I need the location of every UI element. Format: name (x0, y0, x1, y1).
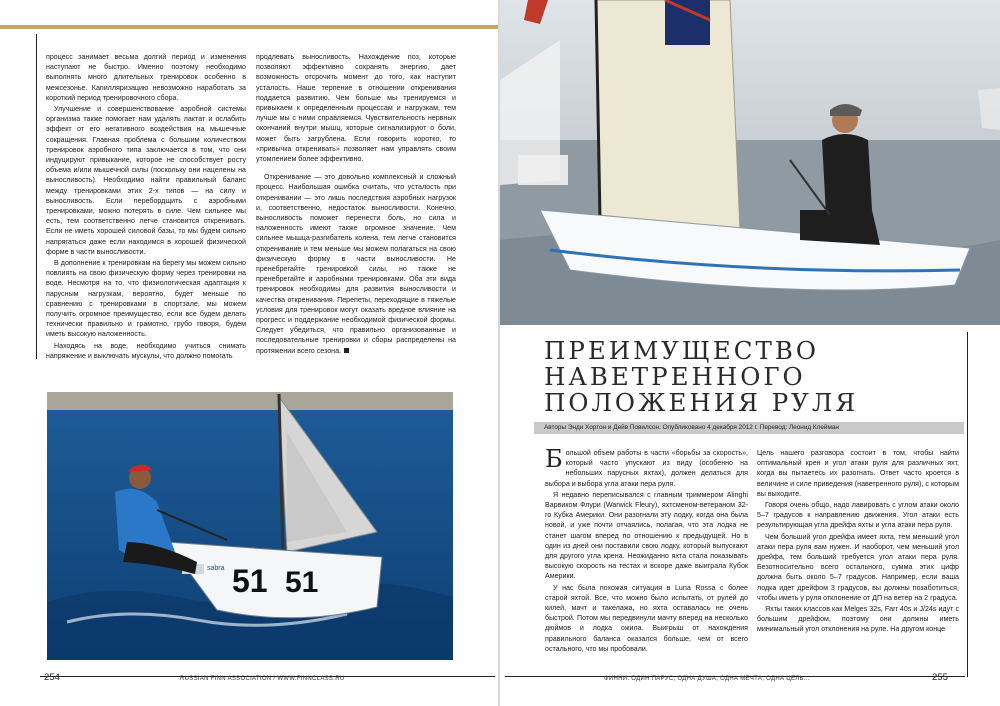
paragraph: Я недавно переписывался с главным триммером Alinghi Варвиком Флури (Warwick Fleury), яхтсменом-ветераном 32-го Кубка Америки. Они разогнали эту лодку, когда она была новой, и уже почти отчаялись, полагая, что эта лодка не станет шагом вперед по отношению к предыдущей. Но в один из дней они поставили свою лодку, который выпускают для другого угла крена. Неожиданно яхта стала показывать высокую скорость на тестах и вскоре даже выиграла Кубок Америки. (545, 490, 748, 581)
page-number-left: 254 (44, 672, 60, 683)
left-margin-rule (36, 34, 37, 359)
paragraph: Чем больший угол дрейфа имеет яхта, тем меньший угол атаки пера руля вам нужен. И наоборот, чем меньший угол дрейфа, тем больший требуется угол атаки пера руля. Безотносительно всего остального, сумма этих цифр должна быть около 5–7 градусов. Например, если ваша лодка идет дрейфом 3 градусов, вы должны позаботиться, чтобы иметь у руля отклонение от ДП на ветер на 2 градуса. (757, 532, 959, 602)
finn-dinghy-image-2 (500, 0, 1000, 325)
left-page (0, 0, 498, 706)
paragraph: Улучшение и совершенствование аэробной системы организма также помогает нам удалять лактат и ослабить эффект от его негативного воздействия на мышечные сокращения. Главная проблема с большим количеством тренировок аэробного типа заключается в том, что они индуцируют привыкание, которое не способствует росту объема и/или мышечной силы (поскольку они нацелены на выносливость). Необходимо найти правильный баланс между тренировками этих 2-х типов — на силу и выносливость. Если перебордщить с аэробными тренировками, можно потерять в силе. Чем сильнее мы есть, тем соответственно легче становится откренивать. Если не иметь хорошей силовой базы, то мы будем сильно напрягаться даже если находимся в хорошей физической форме в части выносливости. (46, 105, 246, 256)
title-line: ПРЕИМУЩЕСТВО (544, 336, 819, 365)
paragraph: Говоря очень общо, надо лавировать с углом атаки около 5–7 градусов к направлению движения. Угол атаки есть результирующая угла дрейфа яхты и угла атаки пера руля. (757, 501, 959, 530)
finn-dinghy-image (47, 392, 453, 660)
paragraph-text: Откренивание — это довольно комплексный и сложный процесс. Наибольшая ошибка считать, что усталость при откренивании — это лишь последствия аэробных нагрузок и, соответственно, недостаток выносливости. Конечно, выносливость поможет перенести боль, но сила и наложенность имеют также огромное значение. Чем сильнее мышца-разгибатель колена, тем легче становится откренивание и тем меньше мы можем полагаться на свою физическую форму в части выносливости. Не пренебрегайте тренировкой силы, но также не пренебрегайте и аэробными тренировками. Оба эти вида тренировок необходимы для развития выносливости и качества откренивания. Перепеты, переходящие в тяжелые условия для тренировок могут оказать вредное влияние на прогресс и поддержание необходимой физической формы. Следует убедиться, что правильно организованные и последовательные тренировки и сборы распределены на протяжении всего сезона. (256, 173, 456, 355)
title-line: ПОЛОЖЕНИЯ РУЛЯ (544, 388, 859, 417)
paragraph: продлевать выносливость. Нахождение поз, которые позволяют эффективно сохранять энергию, дает возможность отсрочить момент до того, как наступит усталость. Наше терпение в отношении откренивания поддается развитию. Чем больше мы тренируемся и привыкаем к определенным процессам и нагрузкам, тем лучше мы с ними справляемся. Чувствительность нервных окончаний внутри мышц, которые сигнализируют о боли, может быть загрублена. Если говорить коротко, то «привычка откренивать» позволяет нам управлять своим утомлением более эффективно. (256, 53, 456, 164)
sailing-photo-right (500, 0, 1000, 325)
paragraph: Находясь на воде, необходимо учиться снимать напряжение и выключать мускулы, что должно помогать (46, 341, 246, 360)
article-byline: Авторы Энди Хортон и Дейв Повилсон. Опубликовано 4 декабря 2012 г. Перевод: Леонид Клейман (534, 422, 964, 434)
right-column-1 (545, 445, 748, 655)
sail-number: 51 (285, 566, 319, 599)
title-line: НАВЕТРЕННОГО (544, 362, 806, 391)
page-number-right: 255 (932, 672, 948, 683)
header-accent-bar (0, 25, 498, 29)
paragraph-text: ольшой объем работы в части «борьбы за скорость», который часто упускают из виду (особенно на небольших парусных яхтах), должен делаться для выбора и выбора угла атаки пера руля. (545, 449, 748, 488)
right-column-2 (757, 448, 959, 636)
paragraph: Яхты таких классов как Melges 32s, Farr 40s и J/24s идут с большим дрейфом, поэтому они должны иметь минимальный угол отклонения на руле. На другом конце (757, 605, 959, 634)
sponsor-label: sabra (207, 565, 225, 572)
paragraph (256, 172, 456, 356)
sailing-photo-left (47, 392, 453, 660)
drop-cap: Б (545, 445, 563, 473)
article-title (544, 336, 859, 417)
footer-left: RUSSIAN FINN ASSOCIATION / WWW.FINNCLASS.RU (180, 676, 345, 682)
paragraph: В дополнение к тренировкам на берегу мы можем сильно повлиять на свою физическую форму через тренировки на воде. Несмотря на то, что физиологическая адаптация к парусным нагрузкам, вероятно, будет меньше по сравнению с тренировками в спортзале, мы можем получить огромное преимущество, если все будем делать технически правильно и грамотно, грубо говоря, будем иметь высокую наложенность. (46, 259, 246, 339)
left-column-1 (46, 52, 246, 362)
right-margin-rule (967, 332, 968, 677)
footer-right: ФИННИ: ОДИН ПАРУС, ОДНА ДУША, ОДНА МЕЧТА, ОДНА ЦЕЛЬ... (604, 676, 810, 682)
end-of-article-mark (344, 348, 349, 353)
paragraph (545, 445, 748, 489)
paragraph: У нас была похожая ситуация в Luna Rossa с более старой яхтой. Все, что можно было испытать, от рулей до килей, мачт и такелажа, но яхта оставалась не очень быстрой. Потом мы передвинули мачту вперед на несколько дюймов и лодка ожила. Выигрыш от нахождения правильного баланса оказался больше, чем от всего остального, что мы пробовали. (545, 583, 748, 653)
paragraph: Цель нашего разговора состоит в том, чтобы найти оптимальный крен и угол атаки руля для различных яхт, когда вы пытаетесь их разогнать. Ответ часто кроется в величине и силе приведения (наветренного руля), с которым вы выходите. (757, 449, 959, 498)
left-column-2 (256, 52, 456, 357)
paragraph: процесс занимает весьма долгий период и изменения наступают не быстро. Именно поэтому необходимо выполнять много длительных тренировок особенно в межсезонье. Капилляризацию невозможно наработать за короткий период тренировочного сбора. (46, 53, 246, 102)
hull-number: 51 (232, 563, 268, 599)
